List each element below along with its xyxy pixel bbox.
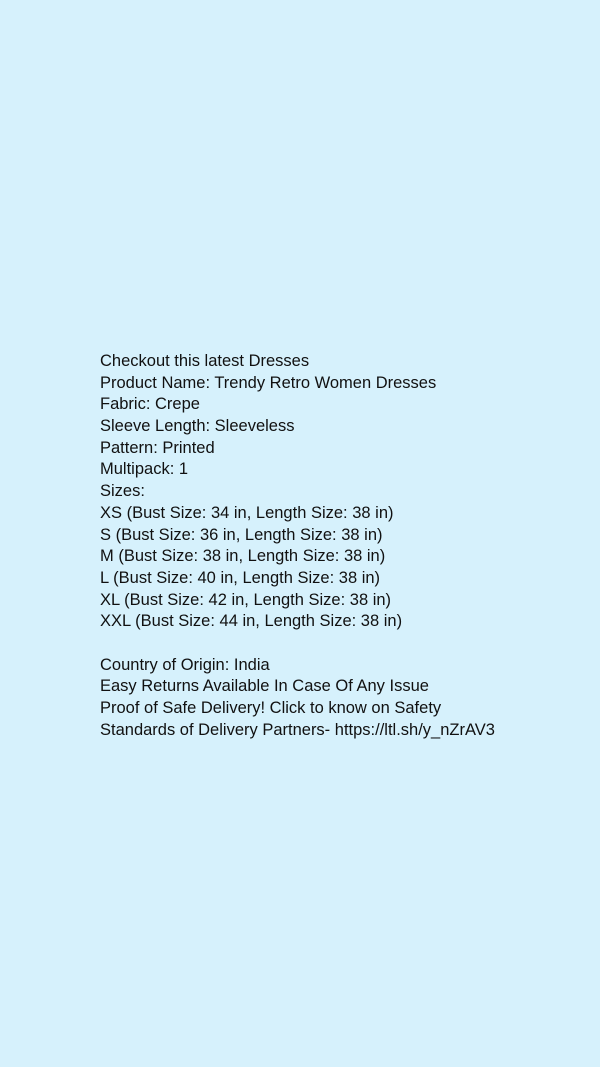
multipack-info: Multipack: 1 [100, 460, 189, 479]
blank-line [100, 633, 580, 655]
safety-info-line-1: Proof of Safe Delivery! Click to know on Safety [100, 699, 442, 717]
product-name: Product Name: Trendy Retro Women Dresses [100, 373, 437, 392]
size-s: S (Bust Size: 36 in, Length Size: 38 in) [100, 525, 383, 544]
returns-info: Easy Returns Available In Case Of Any Issue [100, 677, 429, 696]
fabric-info: Fabric: Crepe [100, 395, 200, 414]
country-of-origin: Country of Origin: India [100, 655, 270, 674]
size-xxl: XXL (Bust Size: 44 in, Length Size: 38 in) [100, 612, 403, 631]
pattern-info: Pattern: Printed [100, 438, 215, 457]
size-m: M (Bust Size: 38 in, Length Size: 38 in) [100, 547, 386, 566]
sizes-label: Sizes: [100, 482, 145, 501]
size-xs: XS (Bust Size: 34 in, Length Size: 38 in) [100, 503, 394, 522]
description-heading: Checkout this latest Dresses [100, 352, 310, 370]
sleeve-length-info: Sleeve Length: Sleeveless [100, 417, 295, 436]
safety-info-line-2: Standards of Delivery Partners- https://ltl.sh/y_nZrAV3 [100, 720, 495, 739]
product-description [100, 351, 580, 741]
size-l: L (Bust Size: 40 in, Length Size: 38 in) [100, 568, 381, 587]
size-xl: XL (Bust Size: 42 in, Length Size: 38 in) [100, 590, 392, 609]
